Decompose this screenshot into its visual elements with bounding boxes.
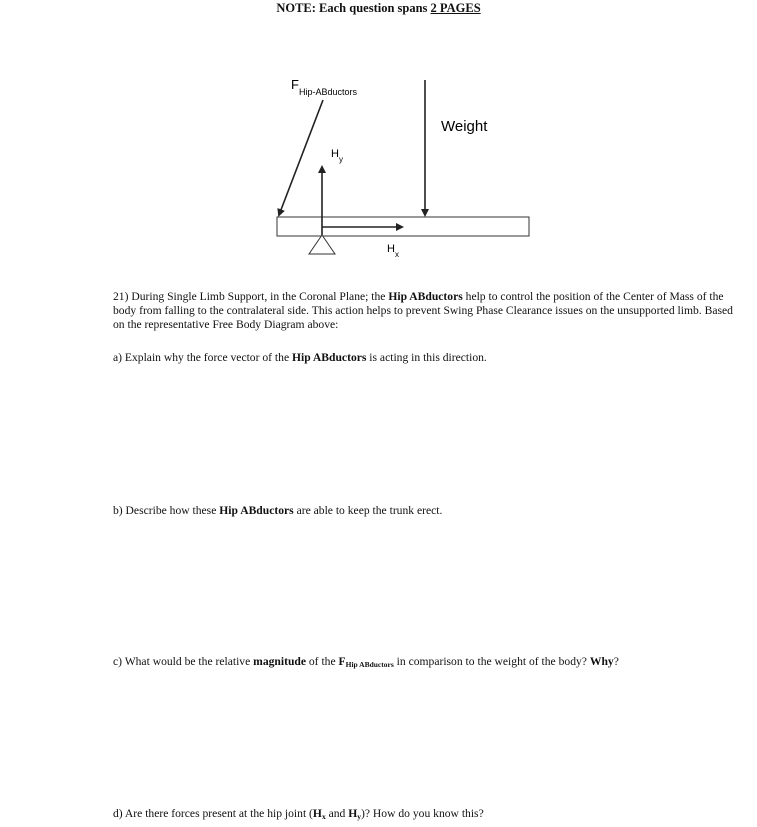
question-a: a) Explain why the force vector of the Hip ABductors is acting in this direction. xyxy=(113,351,487,364)
hy-label: $H_y$ xyxy=(331,148,343,164)
f-label: $F_{Hip-ABductors}$ xyxy=(291,77,357,97)
note-emphasis: 2 PAGES xyxy=(430,1,481,15)
free-body-diagram xyxy=(0,0,757,280)
note-prefix: NOTE: Each question spans xyxy=(276,1,431,15)
question-21: 21) During Single Limb Support, in the Coronal Plane; the Hip ABductors help to control the position of the Center of Mass of the body from falling to the contralateral side. This action helps to prevent Swing Phase Clearance issues on the unsupported limb. Based on the representative Free Body Diagram above: xyxy=(113,290,733,331)
beam xyxy=(277,217,529,236)
hx-label: $H_x$ xyxy=(387,243,399,259)
pivot-support xyxy=(309,235,335,254)
weight-label: Weight xyxy=(441,118,488,135)
question-d: d) Are there forces present at the hip joint ($H_x$ and $H_y$)? How do you know this? xyxy=(113,807,484,821)
hip-abductor-force-arrow xyxy=(279,100,323,215)
question-c: c) What would be the relative magnitude of the $F_{Hip ABductors}$ in comparison to the weight of the body? Why? xyxy=(113,655,619,669)
question-b: b) Describe how these Hip ABductors are able to keep the trunk erect. xyxy=(113,504,443,517)
